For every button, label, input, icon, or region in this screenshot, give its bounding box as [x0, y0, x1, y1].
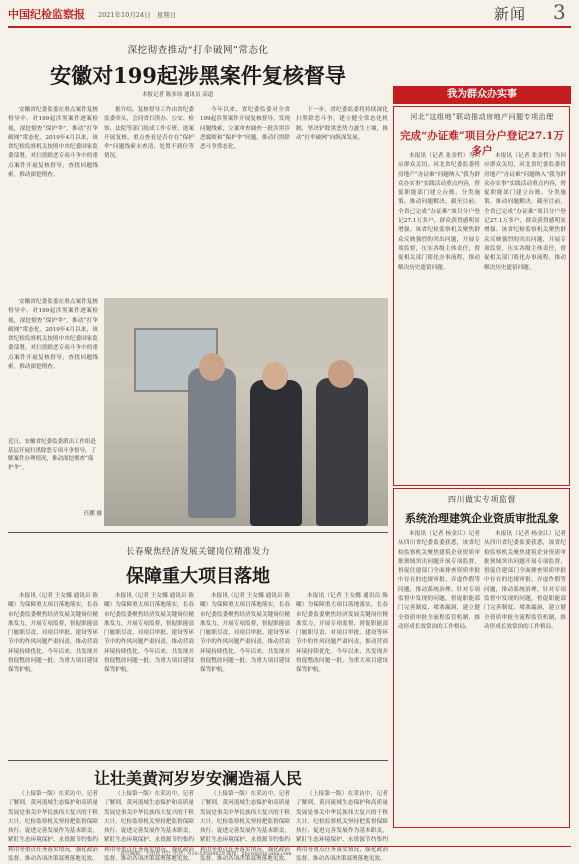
- story5-body-col1: （上接第一版）在采访中，记者了解到，黄河流域生态保护和高质量发展是事关中华民族伟大复兴的千秋大计。纪检监察机关坚持把监督保障执行、促进完善发展作为基本职责，紧盯生态环境保护、水资源节约集约利用等重点任务落实情况，强化政治监督，推动各项决策部署落地见效。: [8, 791, 98, 863]
- story1-body-col1: 安徽省纪委监委在重点案件复核督导中，对199起涉黑案件逐案检视，深挖彻查“保护伞”，推动“打伞破网”常态化。2019年4月以来，该省纪检监察机关按照中央纪委国家监委部署，对扫黑除恶专项斗争中的重点案件开展复核督导，查找问题线索，推动深挖彻查。: [8, 107, 98, 179]
- section-title: 新闻: [494, 5, 527, 23]
- issue-date: [98, 10, 176, 19]
- story2-body-col1: 本报讯（记者 张金哲）为回应群众关切，河北省纪委监委将房地产“办证难”问题纳入“我为群众办实事”实践活动重点内容，督促职能部门建立台账、分类施策，推动问题解决。截至目前，全省已完成“办证难”项目分户登记27.1万多户，群众获得感明显增强。该省纪检监察机关聚焦群众反映强烈的突出问题，开展专项监督，压实各级主体责任，督促相关部门简化办事流程，推动解决历史遗留问题。: [398, 153, 480, 271]
- story4-kicker: 长春聚焦经济发展关键岗位精准发力: [125, 547, 270, 557]
- story1-body-col2: 据介绍，复核督导工作由省纪委监委牵头，会同省扫黑办、公安、检察、法院等部门组成工作专班，逐案开展复核，重点查看是否存在“保护伞”问题线索未查清、处置不到位等情况。: [104, 107, 194, 160]
- story1-body-col1-cont: 安徽省纪委监委在重点案件复核督导中，对199起涉黑案件逐案检视，深挖彻查“保护伞”，推动“打伞破网”常态化。2019年4月以来，该省纪检监察机关按照中央纪委国家监委部署，对扫黑除恶专项斗争中的重点案件开展复核督导，查找问题线索，推动深挖彻查。: [8, 299, 98, 371]
- page-number: 3: [553, 0, 566, 24]
- story4-headline: 保障重大项目落地: [126, 566, 270, 587]
- story2-headline: 完成“办证难”项目分户登记27.1万多户: [400, 130, 564, 157]
- person-left: [188, 368, 236, 518]
- masthead-rule: [8, 26, 571, 28]
- story1-byline: 本报记者 陈多琼 通讯员 高道: [142, 92, 214, 98]
- person-center-head: [262, 362, 288, 390]
- story1-photo-caption: 近日，安徽省纪委监委派出工作组赴基层开展扫黑除恶专项斗争督导，了解案件办理情况，推动深挖彻查“保护伞”。: [8, 439, 97, 471]
- person-right: [316, 378, 368, 526]
- story5-body-col3: （上接第一版）在采访中，记者了解到，黄河流域生态保护和高质量发展是事关中华民族伟大复兴的千秋大计。纪检监察机关坚持把监督保障执行、促进完善发展作为基本职责，紧盯生态环境保护、水资源节约集约利用等重点任务落实情况，强化政治监督，推动各项决策部署落地见效。: [200, 791, 290, 863]
- story2-kicker: 河北“这组地”联动推动房地产问题专项治理: [410, 113, 554, 121]
- story2-body-col2: 本报讯（记者 张金哲）为回应群众关切，河北省纪委监委将房地产“办证难”问题纳入“我为群众办实事”实践活动重点内容，督促职能部门建立台账、分类施策，推动问题解决。截至目前，全省已完成“办证难”项目分户登记27.1万多户，群众获得感明显增强。该省纪检监察机关聚焦群众反映强烈的突出问题，开展专项监督，压实各级主体责任，督促相关部门简化办事流程，推动解决历史遗留问题。: [484, 153, 566, 271]
- weekday: 星期日: [156, 11, 177, 19]
- story1-photo: [104, 298, 388, 526]
- story5-body-col4: （上接第一版）在采访中，记者了解到，黄河流域生态保护和高质量发展是事关中华民族伟大复兴的千秋大计。纪检监察机关坚持把监督保障执行、促进完善发展作为基本职责，紧盯生态环境保护、水资源节约集约利用等重点任务落实情况，强化政治监督，推动各项决策部署落地见效。: [296, 791, 388, 863]
- date: 2021年10月24日: [98, 11, 151, 19]
- story3-body-col1: 本报讯（记者 杨金江）记者从四川省纪委监委获悉，该省纪检监察机关聚焦建筑企业资质审批领域突出问题开展专项监督，督促住建部门全面排查资质审批中存在的违规审批、弄虚作假等问题，推动系统治理。针对专项监督中发现的问题，督促职能部门完善制度、堵塞漏洞，建立健全资质审批全流程监管机制，推动形成长效常治的工作格局。: [398, 531, 480, 630]
- footer-rule: [8, 846, 571, 847]
- person-right-head: [328, 360, 354, 388]
- section-divider-2: [8, 760, 388, 761]
- story5-body-col2: （上接第一版）在采访中，记者了解到，黄河流域生态保护和高质量发展是事关中华民族伟大复兴的千秋大计。纪检监察机关坚持把监督保障执行、促进完善发展作为基本职责，紧盯生态环境保护、水资源节约集约利用等重点任务落实情况，强化政治监督，推动各项决策部署落地见效。: [104, 791, 194, 863]
- section-divider: [8, 532, 388, 533]
- story1-kicker: 深挖彻查推动“打伞破网”常态化: [127, 45, 269, 56]
- person-center: [250, 380, 302, 526]
- photo-credit: 任鹏 摄: [83, 511, 102, 517]
- story1-body-col3: 今年以来，省纪委监委对全省199起涉黑案件开展复核督导，发现问题线索，立案审查调查一批涉黑涉恶腐败和“保护伞”问题，推动扫黑除恶斗争常态化。: [200, 107, 290, 151]
- person-left-head: [199, 353, 225, 381]
- story4-body-col3: 本报讯（记者 王女娜 通讯员 陈曦）为保障重大项目落地落实，长春市纪委监委聚焦经济发展关键岗位精准发力，开展专项监督，督促职能部门履职尽责，对项目审批、建设等环节中的作风问题严肃问责，推动营商环境持续优化。今年以来，共发现并督促整改问题一批，为重大项目建设保驾护航。: [200, 593, 290, 674]
- masthead-logo: 中国纪检监察报: [8, 8, 85, 21]
- story4-body-col1: 本报讯（记者 王女娜 通讯员 陈曦）为保障重大项目落地落实，长春市纪委监委聚焦经济发展关键岗位精准发力，开展专项监督，督促职能部门履职尽责，对项目审批、建设等环节中的作风问题严肃问责，推动营商环境持续优化。今年以来，共发现并督促整改问题一批，为重大项目建设保驾护航。: [8, 593, 98, 674]
- story4-body-col4: 本报讯（记者 王女娜 通讯员 陈曦）为保障重大项目落地落实，长春市纪委监委聚焦经济发展关键岗位精准发力，开展专项监督，督促职能部门履职尽责，对项目审批、建设等环节中的作风问题严肃问责，推动营商环境持续优化。今年以来，共发现并督促整改问题一批，为重大项目建设保驾护航。: [296, 593, 388, 674]
- story5-headline: 让壮美黄河岁岁安澜造福人民: [93, 769, 302, 788]
- story1-body-col4: 下一步，省纪委监委将持续深化扫黑除恶斗争，建立健全常态化机制，坚决铲除黑恶势力滋生土壤，推动“打伞破网”向纵深发展。: [296, 107, 388, 141]
- story3-headline: 系统治理建筑企业资质审批乱象: [405, 512, 559, 525]
- story3-kicker: 四川做实专项监督: [448, 495, 516, 504]
- story4-body-col2: 本报讯（记者 王女娜 通讯员 陈曦）为保障重大项目落地落实，长春市纪委监委聚焦经济发展关键岗位精准发力，开展专项监督，督促职能部门履职尽责，对项目审批、建设等环节中的作风问题严肃问责，推动营商环境持续优化。今年以来，共发现并督促整改问题一批，为重大项目建设保驾护航。: [104, 593, 194, 674]
- footer-info: 责任编辑：王雨欢 代江 电话：010-59584829 邮箱：jjbyw@vip.sina.com: [120, 851, 292, 857]
- campaign-banner: 我为群众办实事: [393, 86, 571, 104]
- story3-body-col2: 本报讯（记者 杨金江）记者从四川省纪委监委获悉，该省纪检监察机关聚焦建筑企业资质审批领域突出问题开展专项监督，督促住建部门全面排查资质审批中存在的违规审批、弄虚作假等问题，推动系统治理。针对专项监督中发现的问题，督促职能部门完善制度、堵塞漏洞，建立健全资质审批全流程监管机制，推动形成长效常治的工作格局。: [484, 531, 566, 630]
- story1-headline: 安徽对199起涉黑案件复核督导: [50, 63, 346, 88]
